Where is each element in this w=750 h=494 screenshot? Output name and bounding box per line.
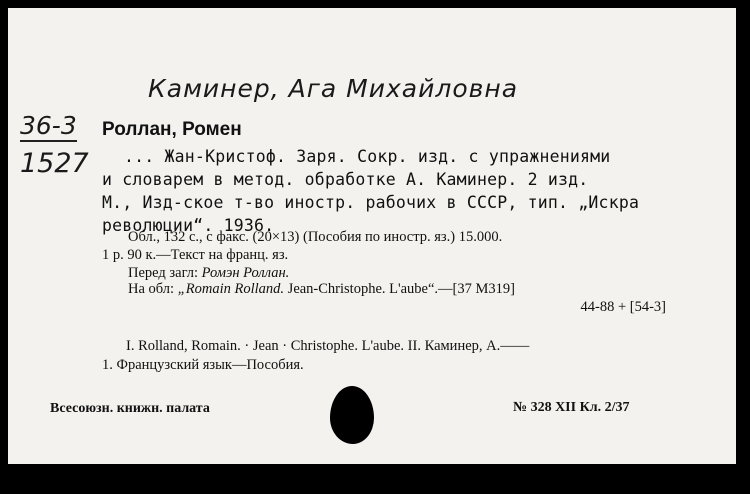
publisher-footer: Всесоюзн. книжн. палата bbox=[50, 401, 210, 416]
before-title-label: Перед загл: bbox=[128, 265, 199, 281]
author-heading: Роллан, Ромен bbox=[102, 119, 242, 140]
ink-blot bbox=[330, 386, 374, 444]
code-line: 44-88 + [54-3] bbox=[580, 299, 666, 315]
cover-italic-title: „Romain Rolland. bbox=[177, 281, 285, 297]
entry-line-4: революции“. 1936. bbox=[102, 216, 275, 235]
cover-label: На обл: bbox=[128, 281, 175, 297]
before-title-note bbox=[128, 265, 289, 282]
card-number: № 328 XII Кл. 2/37 bbox=[513, 400, 630, 415]
handwritten-shelfmark-bottom: 1527 bbox=[20, 148, 89, 179]
entry-line-1: ... Жан-Кристоф. Заря. Сокр. изд. с упражнениями bbox=[124, 147, 611, 166]
before-title-value: Ромэн Роллан. bbox=[201, 265, 290, 281]
cover-note bbox=[128, 281, 515, 298]
handwritten-name: Каминер, Ага Михайловна bbox=[148, 74, 519, 103]
price-language: 1 р. 90 к.—Текст на франц. яз. bbox=[102, 247, 289, 263]
physical-description: Обл., 132 с., с факс. (20×13) (Пособия по иностр. яз.) 15.000. bbox=[128, 229, 503, 245]
tracing-line-2: 1. Французский язык—Пособия. bbox=[102, 357, 304, 373]
cover-rest: Jean-Christophe. L'aube“.—[37 М319] bbox=[287, 281, 515, 297]
tracing-line-1: I. Rolland, Romain. · Jean · Christophe. L'aube. II. Каминер, А.—— bbox=[126, 338, 530, 354]
entry-line-3: М., Изд-ское т-во иностр. рабочих в СССР, тип. „Искра bbox=[102, 193, 640, 212]
entry-line-2: и словарем в метод. обработке А. Каминер. 2 изд. bbox=[102, 170, 589, 189]
handwritten-shelfmark-top: 36-3 bbox=[20, 111, 77, 140]
catalog-card bbox=[8, 8, 736, 464]
